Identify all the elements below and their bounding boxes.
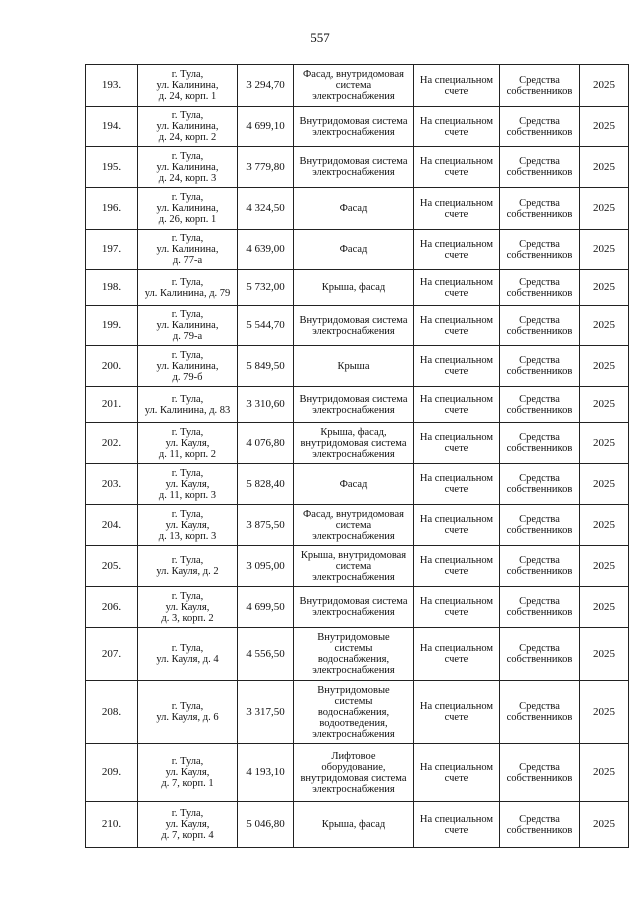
area-cell: 3 294,70 (238, 65, 294, 107)
table-row (86, 744, 629, 802)
page-number: 557 (310, 30, 330, 45)
works-cell: Фасад, внутридомовая система электроснабжения (294, 65, 414, 107)
funding-source-cell: Средства собственников (500, 681, 580, 744)
works-cell: Внутридомовая система электроснабжения (294, 587, 414, 628)
works-cell: Фасад (294, 188, 414, 230)
table-row (86, 107, 629, 147)
capital-repair-table (85, 64, 629, 848)
table-row (86, 423, 629, 464)
area-cell: 3 317,50 (238, 681, 294, 744)
funding-source-cell: Средства собственников (500, 306, 580, 346)
row-number: 210. (86, 802, 138, 848)
year-cell: 2025 (580, 65, 629, 107)
area-cell: 5 544,70 (238, 306, 294, 346)
address-cell: г. Тула, ул. Калинина, д. 24, корп. 1 (138, 65, 238, 107)
row-number: 198. (86, 270, 138, 306)
area-cell: 4 193,10 (238, 744, 294, 802)
area-cell: 3 779,80 (238, 147, 294, 188)
works-cell: Крыша, фасад (294, 802, 414, 848)
address-cell: г. Тула, ул. Калинина, д. 24, корп. 2 (138, 107, 238, 147)
account-cell: На специальном счете (414, 270, 500, 306)
year-cell: 2025 (580, 802, 629, 848)
table-row (86, 147, 629, 188)
year-cell: 2025 (580, 230, 629, 270)
table-row (86, 306, 629, 346)
account-cell: На специальном счете (414, 423, 500, 464)
works-cell: Внутридомовая система электроснабжения (294, 387, 414, 423)
account-cell: На специальном счете (414, 65, 500, 107)
table-row (86, 188, 629, 230)
row-number: 207. (86, 628, 138, 681)
row-number: 195. (86, 147, 138, 188)
table-row (86, 464, 629, 505)
account-cell: На специальном счете (414, 628, 500, 681)
row-number: 194. (86, 107, 138, 147)
funding-source-cell: Средства собственников (500, 505, 580, 546)
table-row (86, 270, 629, 306)
row-number: 202. (86, 423, 138, 464)
row-number: 199. (86, 306, 138, 346)
area-cell: 4 699,50 (238, 587, 294, 628)
year-cell: 2025 (580, 744, 629, 802)
year-cell: 2025 (580, 546, 629, 587)
works-cell: Крыша, внутридомовая система электроснабжения (294, 546, 414, 587)
area-cell: 4 324,50 (238, 188, 294, 230)
address-cell: г. Тула, ул. Калинина, д. 79-а (138, 306, 238, 346)
account-cell: На специальном счете (414, 387, 500, 423)
funding-source-cell: Средства собственников (500, 346, 580, 387)
area-cell: 3 310,60 (238, 387, 294, 423)
works-cell: Фасад (294, 230, 414, 270)
funding-source-cell: Средства собственников (500, 802, 580, 848)
year-cell: 2025 (580, 423, 629, 464)
account-cell: На специальном счете (414, 505, 500, 546)
funding-source-cell: Средства собственников (500, 65, 580, 107)
address-cell: г. Тула, ул. Кауля, д. 3, корп. 2 (138, 587, 238, 628)
address-cell: г. Тула, ул. Кауля, д. 2 (138, 546, 238, 587)
year-cell: 2025 (580, 681, 629, 744)
year-cell: 2025 (580, 188, 629, 230)
address-cell: г. Тула, ул. Калинина, д. 26, корп. 1 (138, 188, 238, 230)
year-cell: 2025 (580, 147, 629, 188)
address-cell: г. Тула, ул. Кауля, д. 13, корп. 3 (138, 505, 238, 546)
area-cell: 5 732,00 (238, 270, 294, 306)
table-row (86, 230, 629, 270)
row-number: 208. (86, 681, 138, 744)
row-number: 204. (86, 505, 138, 546)
address-cell: г. Тула, ул. Кауля, д. 11, корп. 2 (138, 423, 238, 464)
area-cell: 4 076,80 (238, 423, 294, 464)
row-number: 205. (86, 546, 138, 587)
year-cell: 2025 (580, 387, 629, 423)
works-cell: Внутридомовые системы водоснабжения, электроснабжения (294, 628, 414, 681)
area-cell: 5 828,40 (238, 464, 294, 505)
account-cell: На специальном счете (414, 346, 500, 387)
table-row (86, 387, 629, 423)
address-cell: г. Тула, ул. Кауля, д. 7, корп. 4 (138, 802, 238, 848)
address-cell: г. Тула, ул. Кауля, д. 6 (138, 681, 238, 744)
works-cell: Крыша, фасад (294, 270, 414, 306)
row-number: 197. (86, 230, 138, 270)
address-cell: г. Тула, ул. Калинина, д. 77-а (138, 230, 238, 270)
works-cell: Крыша, фасад, внутридомовая система электроснабжения (294, 423, 414, 464)
year-cell: 2025 (580, 346, 629, 387)
area-cell: 4 556,50 (238, 628, 294, 681)
address-cell: г. Тула, ул. Калинина, д. 83 (138, 387, 238, 423)
works-cell: Внутридомовые системы водоснабжения, водоотведения, электроснабжения (294, 681, 414, 744)
account-cell: На специальном счете (414, 546, 500, 587)
funding-source-cell: Средства собственников (500, 387, 580, 423)
table-row (86, 546, 629, 587)
works-cell: Фасад (294, 464, 414, 505)
address-cell: г. Тула, ул. Кауля, д. 11, корп. 3 (138, 464, 238, 505)
row-number: 206. (86, 587, 138, 628)
account-cell: На специальном счете (414, 230, 500, 270)
area-cell: 5 046,80 (238, 802, 294, 848)
row-number: 201. (86, 387, 138, 423)
account-cell: На специальном счете (414, 147, 500, 188)
year-cell: 2025 (580, 270, 629, 306)
account-cell: На специальном счете (414, 681, 500, 744)
table-row (86, 505, 629, 546)
account-cell: На специальном счете (414, 188, 500, 230)
account-cell: На специальном счете (414, 464, 500, 505)
address-cell: г. Тула, ул. Калинина, д. 79-б (138, 346, 238, 387)
year-cell: 2025 (580, 464, 629, 505)
year-cell: 2025 (580, 505, 629, 546)
address-cell: г. Тула, ул. Калинина, д. 24, корп. 3 (138, 147, 238, 188)
funding-source-cell: Средства собственников (500, 628, 580, 681)
year-cell: 2025 (580, 306, 629, 346)
works-cell: Лифтовое оборудование, внутридомовая система электроснабжения (294, 744, 414, 802)
row-number: 196. (86, 188, 138, 230)
works-cell: Внутридомовая система электроснабжения (294, 107, 414, 147)
funding-source-cell: Средства собственников (500, 546, 580, 587)
table-row (86, 587, 629, 628)
funding-source-cell: Средства собственников (500, 188, 580, 230)
works-cell: Фасад, внутридомовая система электроснабжения (294, 505, 414, 546)
table-row (86, 681, 629, 744)
funding-source-cell: Средства собственников (500, 147, 580, 188)
funding-source-cell: Средства собственников (500, 744, 580, 802)
funding-source-cell: Средства собственников (500, 423, 580, 464)
area-cell: 3 095,00 (238, 546, 294, 587)
table-body (86, 65, 629, 848)
area-cell: 4 699,10 (238, 107, 294, 147)
area-cell: 3 875,50 (238, 505, 294, 546)
account-cell: На специальном счете (414, 587, 500, 628)
funding-source-cell: Средства собственников (500, 230, 580, 270)
row-number: 200. (86, 346, 138, 387)
address-cell: г. Тула, ул. Кауля, д. 4 (138, 628, 238, 681)
table-row (86, 628, 629, 681)
table-row (86, 802, 629, 848)
area-cell: 5 849,50 (238, 346, 294, 387)
funding-source-cell: Средства собственников (500, 270, 580, 306)
row-number: 209. (86, 744, 138, 802)
year-cell: 2025 (580, 628, 629, 681)
address-cell: г. Тула, ул. Кауля, д. 7, корп. 1 (138, 744, 238, 802)
works-cell: Внутридомовая система электроснабжения (294, 147, 414, 188)
row-number: 203. (86, 464, 138, 505)
funding-source-cell: Средства собственников (500, 464, 580, 505)
table-row (86, 65, 629, 107)
works-cell: Внутридомовая система электроснабжения (294, 306, 414, 346)
year-cell: 2025 (580, 587, 629, 628)
year-cell: 2025 (580, 107, 629, 147)
funding-source-cell: Средства собственников (500, 587, 580, 628)
table-row (86, 346, 629, 387)
address-cell: г. Тула, ул. Калинина, д. 79 (138, 270, 238, 306)
account-cell: На специальном счете (414, 107, 500, 147)
works-cell: Крыша (294, 346, 414, 387)
row-number: 193. (86, 65, 138, 107)
funding-source-cell: Средства собственников (500, 107, 580, 147)
area-cell: 4 639,00 (238, 230, 294, 270)
account-cell: На специальном счете (414, 802, 500, 848)
account-cell: На специальном счете (414, 744, 500, 802)
account-cell: На специальном счете (414, 306, 500, 346)
